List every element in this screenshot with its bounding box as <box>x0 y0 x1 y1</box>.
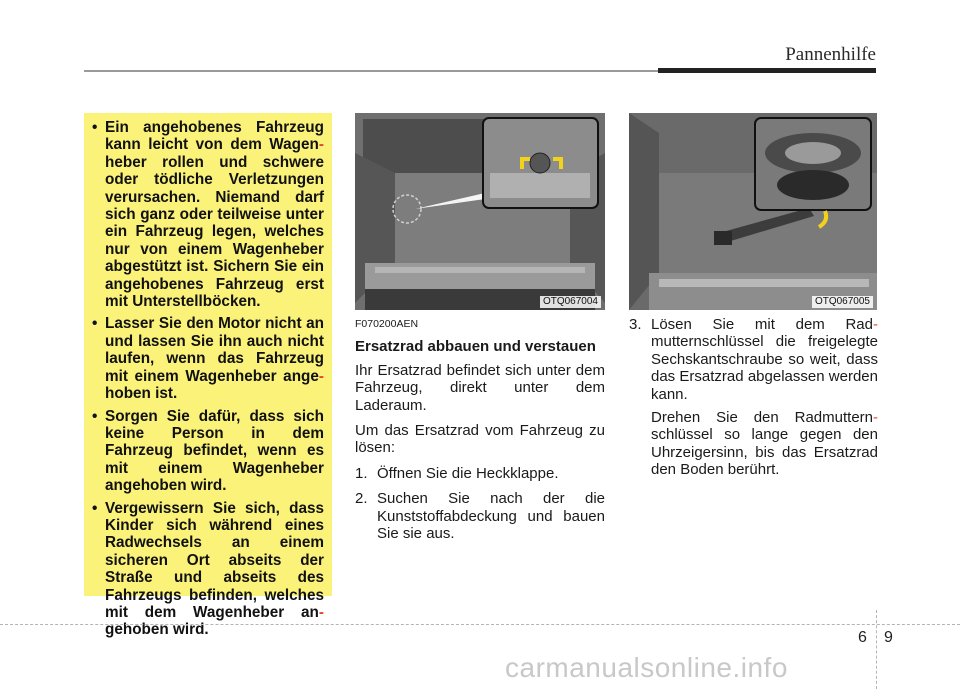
footer-divider <box>876 610 877 689</box>
warning-text: Lasser Sie den Motor nicht an und lassen Sie ihn auch nicht laufen, wenn das Fahrzeug mit einem Wagenheber ange <box>105 315 324 385</box>
hyphen-mark: - <box>318 603 324 621</box>
warning-text: gehoben wird. <box>105 621 209 639</box>
page-number: 9 <box>884 629 893 646</box>
step-text: Drehen Sie den Radmuttern <box>651 409 873 427</box>
step-item <box>355 465 605 482</box>
warning-item <box>90 500 324 639</box>
arrow-icon <box>545 153 565 173</box>
footer-rule <box>0 624 960 625</box>
section-heading: Ersatzrad abbauen und verstauen <box>355 338 596 356</box>
cargo-area-illustration <box>355 113 605 310</box>
step-text: Öffnen Sie die Heckklappe. <box>377 464 559 482</box>
step-text: Suchen Sie nach der die Kunststoffabdeckung und bauen Sie sie aus. <box>377 490 605 543</box>
warning-text: heber rollen und schwere oder tödliche Verletzungen verursachen. Niemand darf sich ganz oder teilweise unter ein Fahrzeug legen, welches nur von einem Wagenheber abgestützt ist. Sichern Sie ein angehobenes Fahrzeug erst mit Unterstellböcken. <box>105 153 324 311</box>
paragraph: Ihr Ersatzrad befindet sich unter dem Fahrzeug, direkt unter dem Laderaum. <box>355 361 605 414</box>
warning-text: hoben ist. <box>105 385 178 403</box>
hyphen-mark: - <box>318 367 324 385</box>
step-number: 1. <box>355 464 368 482</box>
warning-item <box>90 119 324 310</box>
step-number: 3. <box>629 316 642 333</box>
warning-text: Ein angehobenes Fahrzeug kann leicht von dem Wagen <box>105 119 324 154</box>
step-continuation <box>629 409 878 479</box>
hyphen-mark: - <box>318 136 324 154</box>
step-item <box>629 316 878 403</box>
step-text: Lösen Sie mit dem Rad <box>651 316 873 333</box>
hyphen-mark: - <box>873 409 878 427</box>
figure-cargo-area <box>355 113 605 310</box>
arrow-icon <box>815 207 835 231</box>
wrench-spare-illustration <box>629 113 877 310</box>
warning-item <box>90 408 324 495</box>
watermark: carmanualsonline.info <box>505 652 788 683</box>
figure-wrench-spare <box>629 113 877 310</box>
step-number: 2. <box>355 490 368 508</box>
step-text: mutternschlüssel die freigelegte Sechskantschraube so weit, dass das Ersatzrad abgelassen werden kann. <box>651 333 878 403</box>
figure-caption: OTQ067005 <box>812 296 873 308</box>
section-code: F070200AEN <box>355 318 419 330</box>
figure-caption: OTQ067004 <box>540 296 601 308</box>
chapter-number: 6 <box>858 629 867 646</box>
warning-item <box>90 315 324 402</box>
warning-text: Vergewissern Sie sich, dass Kinder sich während eines Radwechsels an einem sicheren Ort abseits der Straße und abseits des Fahrzeugs befinden, welches mit dem Wagenheber an <box>105 499 324 621</box>
step-text: schlüssel so lange gegen den Uhrzeigersinn, bis das Ersatzrad den Boden berührt. <box>651 426 878 479</box>
warning-list <box>90 119 324 639</box>
warning-box <box>84 113 332 639</box>
section-column-middle <box>355 316 605 550</box>
section-column-right <box>629 316 878 479</box>
header-rule-accent <box>658 68 876 73</box>
paragraph: Um das Ersatzrad vom Fahrzeug zu lösen: <box>355 422 605 457</box>
warning-text: Sorgen Sie dafür, dass sich keine Person in dem Fahrzeug befindet, wenn es mit einem Wagenheber angehoben wird. <box>105 407 324 495</box>
hyphen-mark: - <box>873 316 878 333</box>
step-item <box>355 490 605 542</box>
header-title: Pannenhilfe <box>785 44 876 65</box>
arrow-icon <box>518 153 538 173</box>
